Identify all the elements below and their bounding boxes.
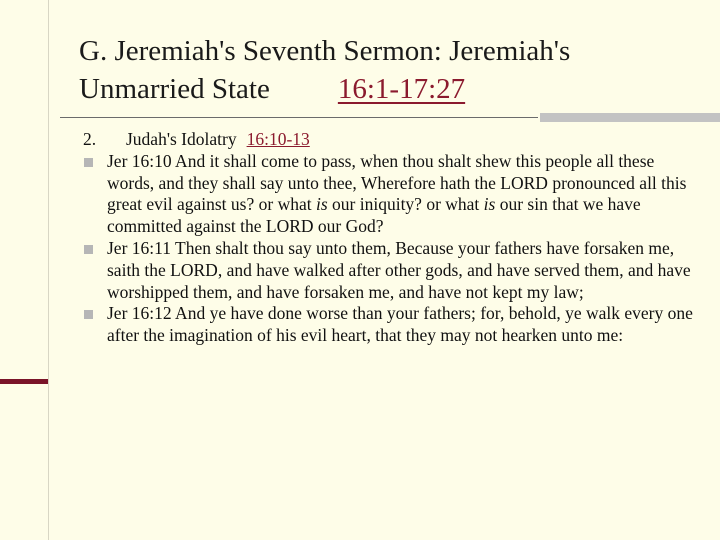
left-accent-bar <box>0 379 48 384</box>
square-bullet-icon <box>84 158 93 167</box>
slide-body <box>83 129 698 347</box>
title-scripture-ref: 16:1-17:27 <box>337 73 466 105</box>
bullet-1-text-b: our iniquity? or what <box>327 194 484 215</box>
bullet-3-text: Jer 16:12 And ye have done worse than your fathers; for, behold, ye walk every one after the imagination of his evil heart, that they may not hearken unto me: <box>107 303 693 346</box>
bullet-item-2 <box>83 238 698 303</box>
section-number: 2. <box>83 129 97 149</box>
section-scripture-ref: 16:10-13 <box>246 129 310 149</box>
left-margin-line <box>48 0 49 540</box>
square-bullet-icon <box>84 245 93 254</box>
section-title: Judah's Idolatry <box>126 129 237 149</box>
title-line-2-text: Unmarried State <box>79 73 270 105</box>
bullet-item-1 <box>83 151 698 238</box>
bullet-item-3 <box>83 303 698 347</box>
bullet-2-text: Jer 16:11 Then shalt thou say unto them, Because your fathers have forsaken me, saith the LORD, and have walked after other gods, and have served them, and have worshipped them, and have forsaken me, and have not kept my law; <box>107 237 691 302</box>
bullet-1-italic-1: is <box>315 194 328 215</box>
bullet-1-text-a: Jer 16:10 And it shall come to pass, when thou shalt shew this people all these words, and they shall say unto thee, Wherefore hath the LORD pronounced all this great evil against us? or what <box>107 150 687 215</box>
square-bullet-icon <box>84 310 93 319</box>
section-heading <box>83 129 698 151</box>
slide-title <box>79 32 699 108</box>
title-line-2 <box>79 70 699 108</box>
title-divider <box>60 117 538 118</box>
title-line-1: G. Jeremiah's Seventh Sermon: Jeremiah's <box>79 35 571 67</box>
bullet-1-italic-2: is <box>483 194 496 215</box>
bullet-1-text-c: our sin that we have committed against the LORD our God? <box>107 194 641 237</box>
title-divider-bar <box>540 113 720 122</box>
